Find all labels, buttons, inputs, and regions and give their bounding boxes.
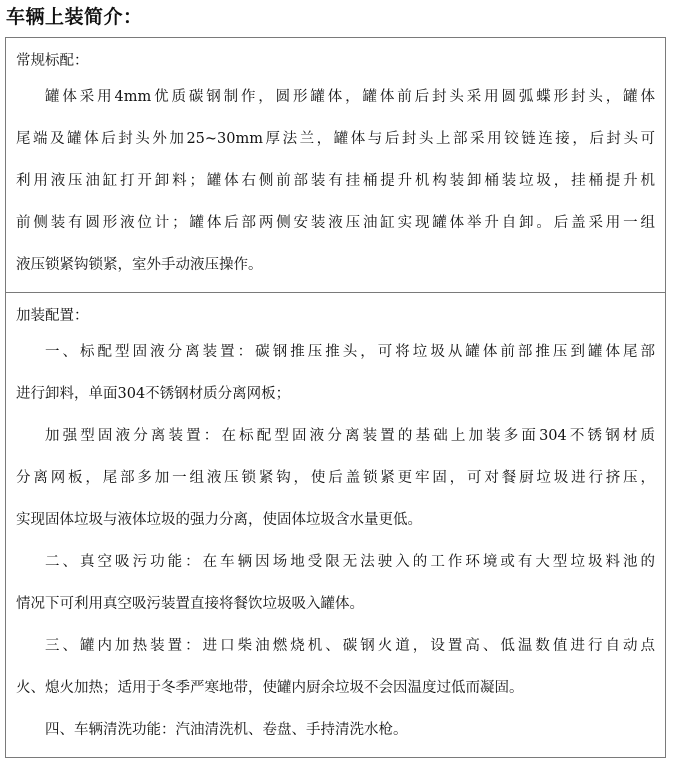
text-line: 一、标配型固液分离装置：碳钢推压推头，可将垃圾从罐体前部推压到罐体尾部: [45, 344, 655, 360]
addon-config-section: [6, 292, 665, 757]
spec-table: [5, 37, 666, 758]
text-line: 利用液压油缸打开卸料；罐体右侧前部装有挂桶提升机构装卸桶装垃圾，挂桶提升机: [16, 173, 655, 189]
standard-config-paragraph: [16, 76, 655, 286]
standard-config-section: [6, 38, 665, 292]
text-line: 实现固体垃圾与液体垃圾的强力分离，使固体垃圾含水量更低。: [16, 512, 422, 528]
text-line: 四、车辆清洗功能：汽油清洗机、卷盘、手持清洗水枪。: [45, 722, 408, 738]
text-line: 分离网板，尾部多加一组液压锁紧钩，使后盖锁紧更牢固，可对餐厨垃圾进行挤压，: [16, 470, 655, 486]
text-line: 罐体采用4mm优质碳钢制作，圆形罐体，罐体前后封头采用圆弧蝶形封头，罐体: [45, 89, 655, 105]
text-line: 火、熄火加热；适用于冬季严寒地带，使罐内厨余垃圾不会因温度过低而凝固。: [16, 680, 524, 696]
text-line: 进行卸料，单面304不锈钢材质分离网板；: [16, 386, 291, 402]
text-line: 加强型固液分离装置：在标配型固液分离装置的基础上加装多面304不锈钢材质: [45, 428, 655, 444]
addon-item-vacuum-suction: [16, 541, 655, 625]
standard-config-title: 常规标配：: [16, 53, 89, 69]
addon-config-title: 加装配置：: [16, 308, 89, 324]
text-line: 情况下可利用真空吸污装置直接将餐饮垃圾吸入罐体。: [16, 596, 364, 612]
text-line: 前侧装有圆形液位计；罐体后部两侧安装液压油缸实现罐体举升自卸。后盖采用一组: [16, 215, 655, 231]
addon-item-vehicle-washing: [16, 709, 655, 751]
page-title: 车辆上装简介：: [6, 6, 143, 28]
text-line: 尾端及罐体后封头外加25~30mm厚法兰，罐体与后封头上部采用铰链连接，后封头可: [16, 131, 655, 147]
text-line: 二、真空吸污功能：在车辆因场地受限无法驶入的工作环境或有大型垃圾料池的: [45, 554, 655, 570]
addon-item-solid-liquid-standard: [16, 331, 655, 415]
addon-item-solid-liquid-enhanced: [16, 415, 655, 541]
text-line: 三、罐内加热装置：进口柴油燃烧机、碳钢火道，设置高、低温数值进行自动点: [45, 638, 655, 654]
addon-item-tank-heating: [16, 625, 655, 709]
text-line: 液压锁紧钩锁紧，室外手动液压操作。: [16, 257, 263, 273]
